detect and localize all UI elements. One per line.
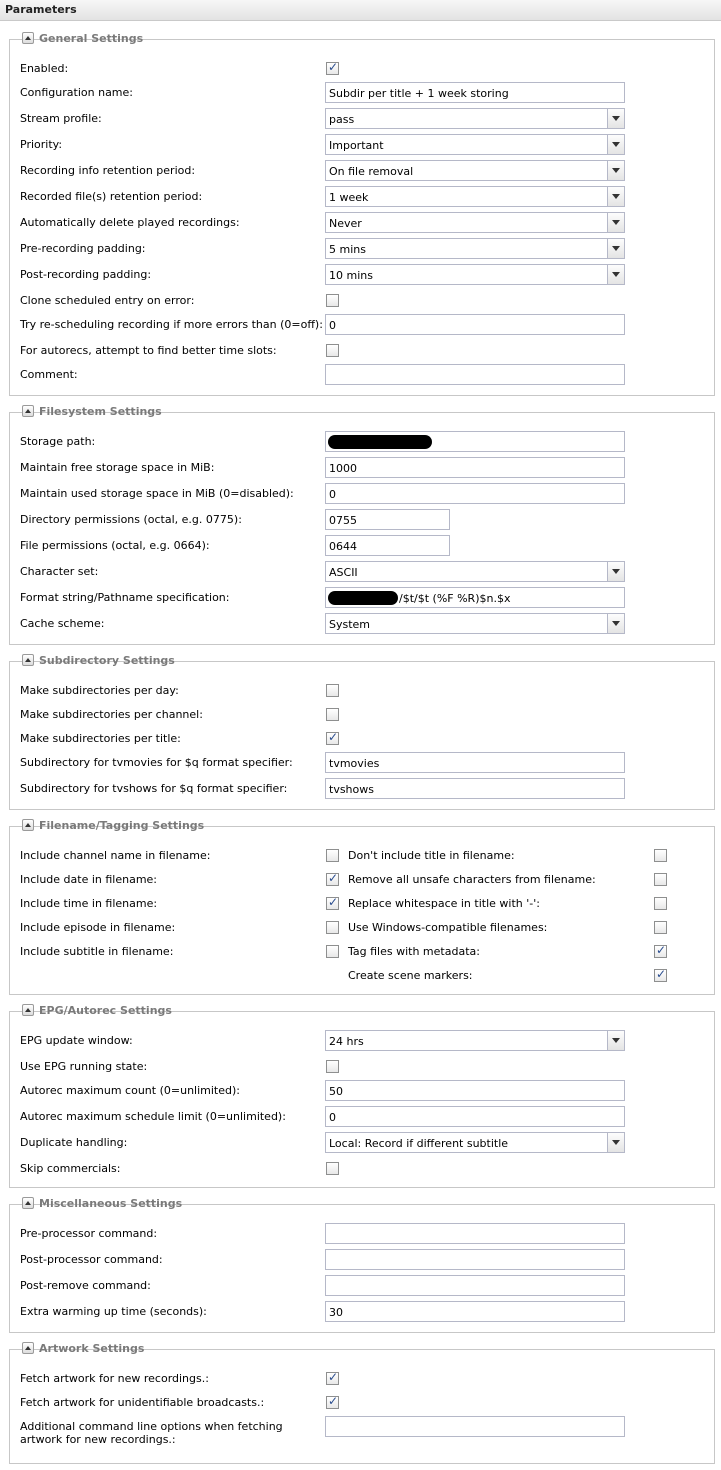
scene-markers-label: Create scene markers: <box>348 969 473 982</box>
cache-value: System <box>329 618 371 631</box>
info-retention-value: On file removal <box>329 165 414 178</box>
tvmovies-input[interactable]: tvmovies <box>325 752 625 773</box>
windows-filenames-checkbox[interactable] <box>654 921 667 934</box>
chevron-down-icon[interactable] <box>607 265 624 284</box>
storage-path-input[interactable] <box>325 431 625 452</box>
priority-select[interactable] <box>325 134 625 155</box>
max-count-label: Autorec maximum count (0=unlimited): <box>20 1084 240 1097</box>
filesystem-settings-title: Filesystem Settings <box>39 405 162 418</box>
per-title-checkbox[interactable] <box>326 732 339 745</box>
file-perm-input[interactable]: 0644 <box>325 535 450 556</box>
max-schedule-input[interactable]: 0 <box>325 1106 625 1127</box>
epg-window-value: 24 hrs <box>329 1035 364 1048</box>
chevron-down-icon[interactable] <box>607 161 624 180</box>
chevron-down-icon[interactable] <box>607 109 624 128</box>
config-name-label: Configuration name: <box>20 86 133 99</box>
post-padding-label: Post-recording padding: <box>20 268 152 281</box>
charset-select[interactable] <box>325 561 625 582</box>
cache-label: Cache scheme: <box>20 617 105 630</box>
include-channel-checkbox[interactable] <box>326 849 339 862</box>
fetch-new-label: Fetch artwork for new recordings.: <box>20 1372 209 1385</box>
duplicate-select[interactable] <box>325 1132 625 1153</box>
stream-profile-value: pass <box>329 113 355 126</box>
tag-metadata-checkbox[interactable] <box>654 945 667 958</box>
chevron-down-icon[interactable] <box>607 562 624 581</box>
skip-commercials-label: Skip commercials: <box>20 1162 121 1175</box>
epg-settings-legend[interactable] <box>22 1003 172 1019</box>
replace-whitespace-label: Replace whitespace in title with '-': <box>348 897 540 910</box>
file-perm-label: File permissions (octal, e.g. 0664): <box>20 539 210 552</box>
epg-window-select[interactable] <box>325 1030 625 1051</box>
collapse-icon[interactable] <box>22 405 34 417</box>
auto-delete-label: Automatically delete played recordings: <box>20 216 240 229</box>
chevron-down-icon[interactable] <box>607 1133 624 1152</box>
format-label: Format string/Pathname specification: <box>20 591 230 604</box>
free-space-label: Maintain free storage space in MiB: <box>20 461 215 474</box>
pre-padding-select[interactable] <box>325 238 625 259</box>
post-padding-value: 10 mins <box>329 269 373 282</box>
collapse-icon[interactable] <box>22 654 34 666</box>
running-state-checkbox[interactable] <box>326 1060 339 1073</box>
include-channel-label: Include channel name in filename: <box>20 849 211 862</box>
cache-select[interactable] <box>325 613 625 634</box>
fetch-new-checkbox[interactable] <box>326 1372 339 1385</box>
epg-settings-title: EPG/Autorec Settings <box>39 1004 172 1017</box>
omit-title-label: Don't include title in filename: <box>348 849 515 862</box>
autorec-slots-checkbox[interactable] <box>326 344 339 357</box>
window-title: Parameters <box>5 3 77 16</box>
format-value: /$t/$t (%F %R)$n.$x <box>399 592 511 605</box>
clone-checkbox[interactable] <box>326 294 339 307</box>
used-space-label: Maintain used storage space in MiB (0=disabled): <box>20 487 294 500</box>
chevron-down-icon[interactable] <box>607 135 624 154</box>
general-settings-title: General Settings <box>39 32 144 45</box>
per-day-label: Make subdirectories per day: <box>20 684 179 697</box>
subdirectory-settings-title: Subdirectory Settings <box>39 654 175 667</box>
include-subtitle-checkbox[interactable] <box>326 945 339 958</box>
enabled-label: Enabled: <box>20 62 69 75</box>
file-retention-label: Recorded file(s) retention period: <box>20 190 203 203</box>
comment-input[interactable] <box>325 364 625 385</box>
extra-opts-label: Additional command line options when fetching artwork for new recordings.: <box>20 1420 283 1446</box>
comment-label: Comment: <box>20 368 78 381</box>
chevron-down-icon[interactable] <box>607 1031 624 1050</box>
misc-settings-legend[interactable] <box>22 1196 183 1212</box>
extra-opts-input[interactable] <box>325 1416 625 1437</box>
filesystem-settings-legend[interactable] <box>22 404 162 420</box>
auto-delete-select[interactable] <box>325 212 625 233</box>
file-retention-value: 1 week <box>329 191 369 204</box>
post-cmd-label: Post-processor command: <box>20 1253 163 1266</box>
tvshows-input[interactable]: tvshows <box>325 778 625 799</box>
artwork-settings-title: Artwork Settings <box>39 1342 145 1355</box>
file-retention-select[interactable] <box>325 186 625 207</box>
duplicate-label: Duplicate handling: <box>20 1136 128 1149</box>
per-channel-label: Make subdirectories per channel: <box>20 708 203 721</box>
per-day-checkbox[interactable] <box>326 684 339 697</box>
tagging-settings-title: Filename/Tagging Settings <box>39 819 205 832</box>
format-input[interactable] <box>325 587 625 608</box>
clone-label: Clone scheduled entry on error: <box>20 294 195 307</box>
pre-cmd-label: Pre-processor command: <box>20 1227 158 1240</box>
include-date-label: Include date in filename: <box>20 873 158 886</box>
chevron-down-icon[interactable] <box>607 614 624 633</box>
warmup-label: Extra warming up time (seconds): <box>20 1305 207 1318</box>
skip-commercials-checkbox[interactable] <box>326 1162 339 1175</box>
epg-window-label: EPG update window: <box>20 1034 133 1047</box>
duplicate-value: Local: Record if different subtitle <box>329 1137 509 1150</box>
tvmovies-label: Subdirectory for tvmovies for $q format specifier: <box>20 756 293 769</box>
chevron-down-icon[interactable] <box>607 187 624 206</box>
dir-perm-input[interactable]: 0755 <box>325 509 450 530</box>
redacted-path <box>328 435 432 449</box>
used-space-input[interactable]: 0 <box>325 483 625 504</box>
info-retention-select[interactable] <box>325 160 625 181</box>
post-padding-select[interactable] <box>325 264 625 285</box>
stream-profile-label: Stream profile: <box>20 112 102 125</box>
pre-padding-value: 5 mins <box>329 243 366 256</box>
per-title-label: Make subdirectories per title: <box>20 732 181 745</box>
collapse-icon[interactable] <box>22 819 34 831</box>
general-settings-legend[interactable] <box>22 31 144 47</box>
collapse-icon[interactable] <box>22 1342 34 1354</box>
collapse-icon[interactable] <box>22 1197 34 1209</box>
include-subtitle-label: Include subtitle in filename: <box>20 945 174 958</box>
pre-cmd-input[interactable] <box>325 1223 625 1244</box>
max-count-input[interactable]: 50 <box>325 1080 625 1101</box>
priority-value: Important <box>329 139 384 152</box>
post-cmd-input[interactable] <box>325 1249 625 1270</box>
subdirectory-settings-legend[interactable] <box>22 653 175 669</box>
tag-metadata-label: Tag files with metadata: <box>348 945 480 958</box>
warmup-input[interactable]: 30 <box>325 1301 625 1322</box>
include-time-checkbox[interactable] <box>326 897 339 910</box>
chevron-down-icon[interactable] <box>607 213 624 232</box>
autorec-slots-label: For autorecs, attempt to find better time slots: <box>20 344 277 357</box>
remove-unsafe-checkbox[interactable] <box>654 873 667 886</box>
reschedule-label: Try re-scheduling recording if more errors than (0=off): <box>20 318 323 331</box>
windows-filenames-label: Use Windows-compatible filenames: <box>348 921 548 934</box>
include-episode-label: Include episode in filename: <box>20 921 176 934</box>
post-remove-input[interactable] <box>325 1275 625 1296</box>
post-remove-label: Post-remove command: <box>20 1279 151 1292</box>
fetch-unident-checkbox[interactable] <box>326 1396 339 1409</box>
reschedule-input[interactable]: 0 <box>325 314 625 335</box>
free-space-input[interactable]: 1000 <box>325 457 625 478</box>
collapse-icon[interactable] <box>22 32 34 44</box>
dir-perm-label: Directory permissions (octal, e.g. 0775): <box>20 513 242 526</box>
include-time-label: Include time in filename: <box>20 897 158 910</box>
artwork-settings-legend[interactable] <box>22 1341 145 1357</box>
priority-label: Priority: <box>20 138 63 151</box>
enabled-checkbox[interactable] <box>326 62 339 75</box>
include-episode-checkbox[interactable] <box>326 921 339 934</box>
misc-settings-title: Miscellaneous Settings <box>39 1197 183 1210</box>
per-channel-checkbox[interactable] <box>326 708 339 721</box>
stream-profile-select[interactable] <box>325 108 625 129</box>
charset-value: ASCII <box>329 566 358 579</box>
config-name-input[interactable]: Subdir per title + 1 week storing <box>325 82 625 103</box>
collapse-icon[interactable] <box>22 1004 34 1016</box>
omit-title-checkbox[interactable] <box>654 849 667 862</box>
pre-padding-label: Pre-recording padding: <box>20 242 146 255</box>
chevron-down-icon[interactable] <box>607 239 624 258</box>
running-state-label: Use EPG running state: <box>20 1060 148 1073</box>
max-schedule-label: Autorec maximum schedule limit (0=unlimited): <box>20 1110 286 1123</box>
scene-markers-checkbox[interactable] <box>654 969 667 982</box>
info-retention-label: Recording info retention period: <box>20 164 196 177</box>
fetch-unident-label: Fetch artwork for unidentifiable broadcasts.: <box>20 1396 265 1409</box>
charset-label: Character set: <box>20 565 99 578</box>
tvshows-label: Subdirectory for tvshows for $q format specifier: <box>20 782 288 795</box>
include-date-checkbox[interactable] <box>326 873 339 886</box>
replace-whitespace-checkbox[interactable] <box>654 897 667 910</box>
window-titlebar <box>0 0 721 21</box>
storage-path-label: Storage path: <box>20 435 96 448</box>
redacted-path <box>328 591 398 605</box>
remove-unsafe-label: Remove all unsafe characters from filename: <box>348 873 596 886</box>
tagging-settings-legend[interactable] <box>22 818 205 834</box>
auto-delete-value: Never <box>329 217 362 230</box>
